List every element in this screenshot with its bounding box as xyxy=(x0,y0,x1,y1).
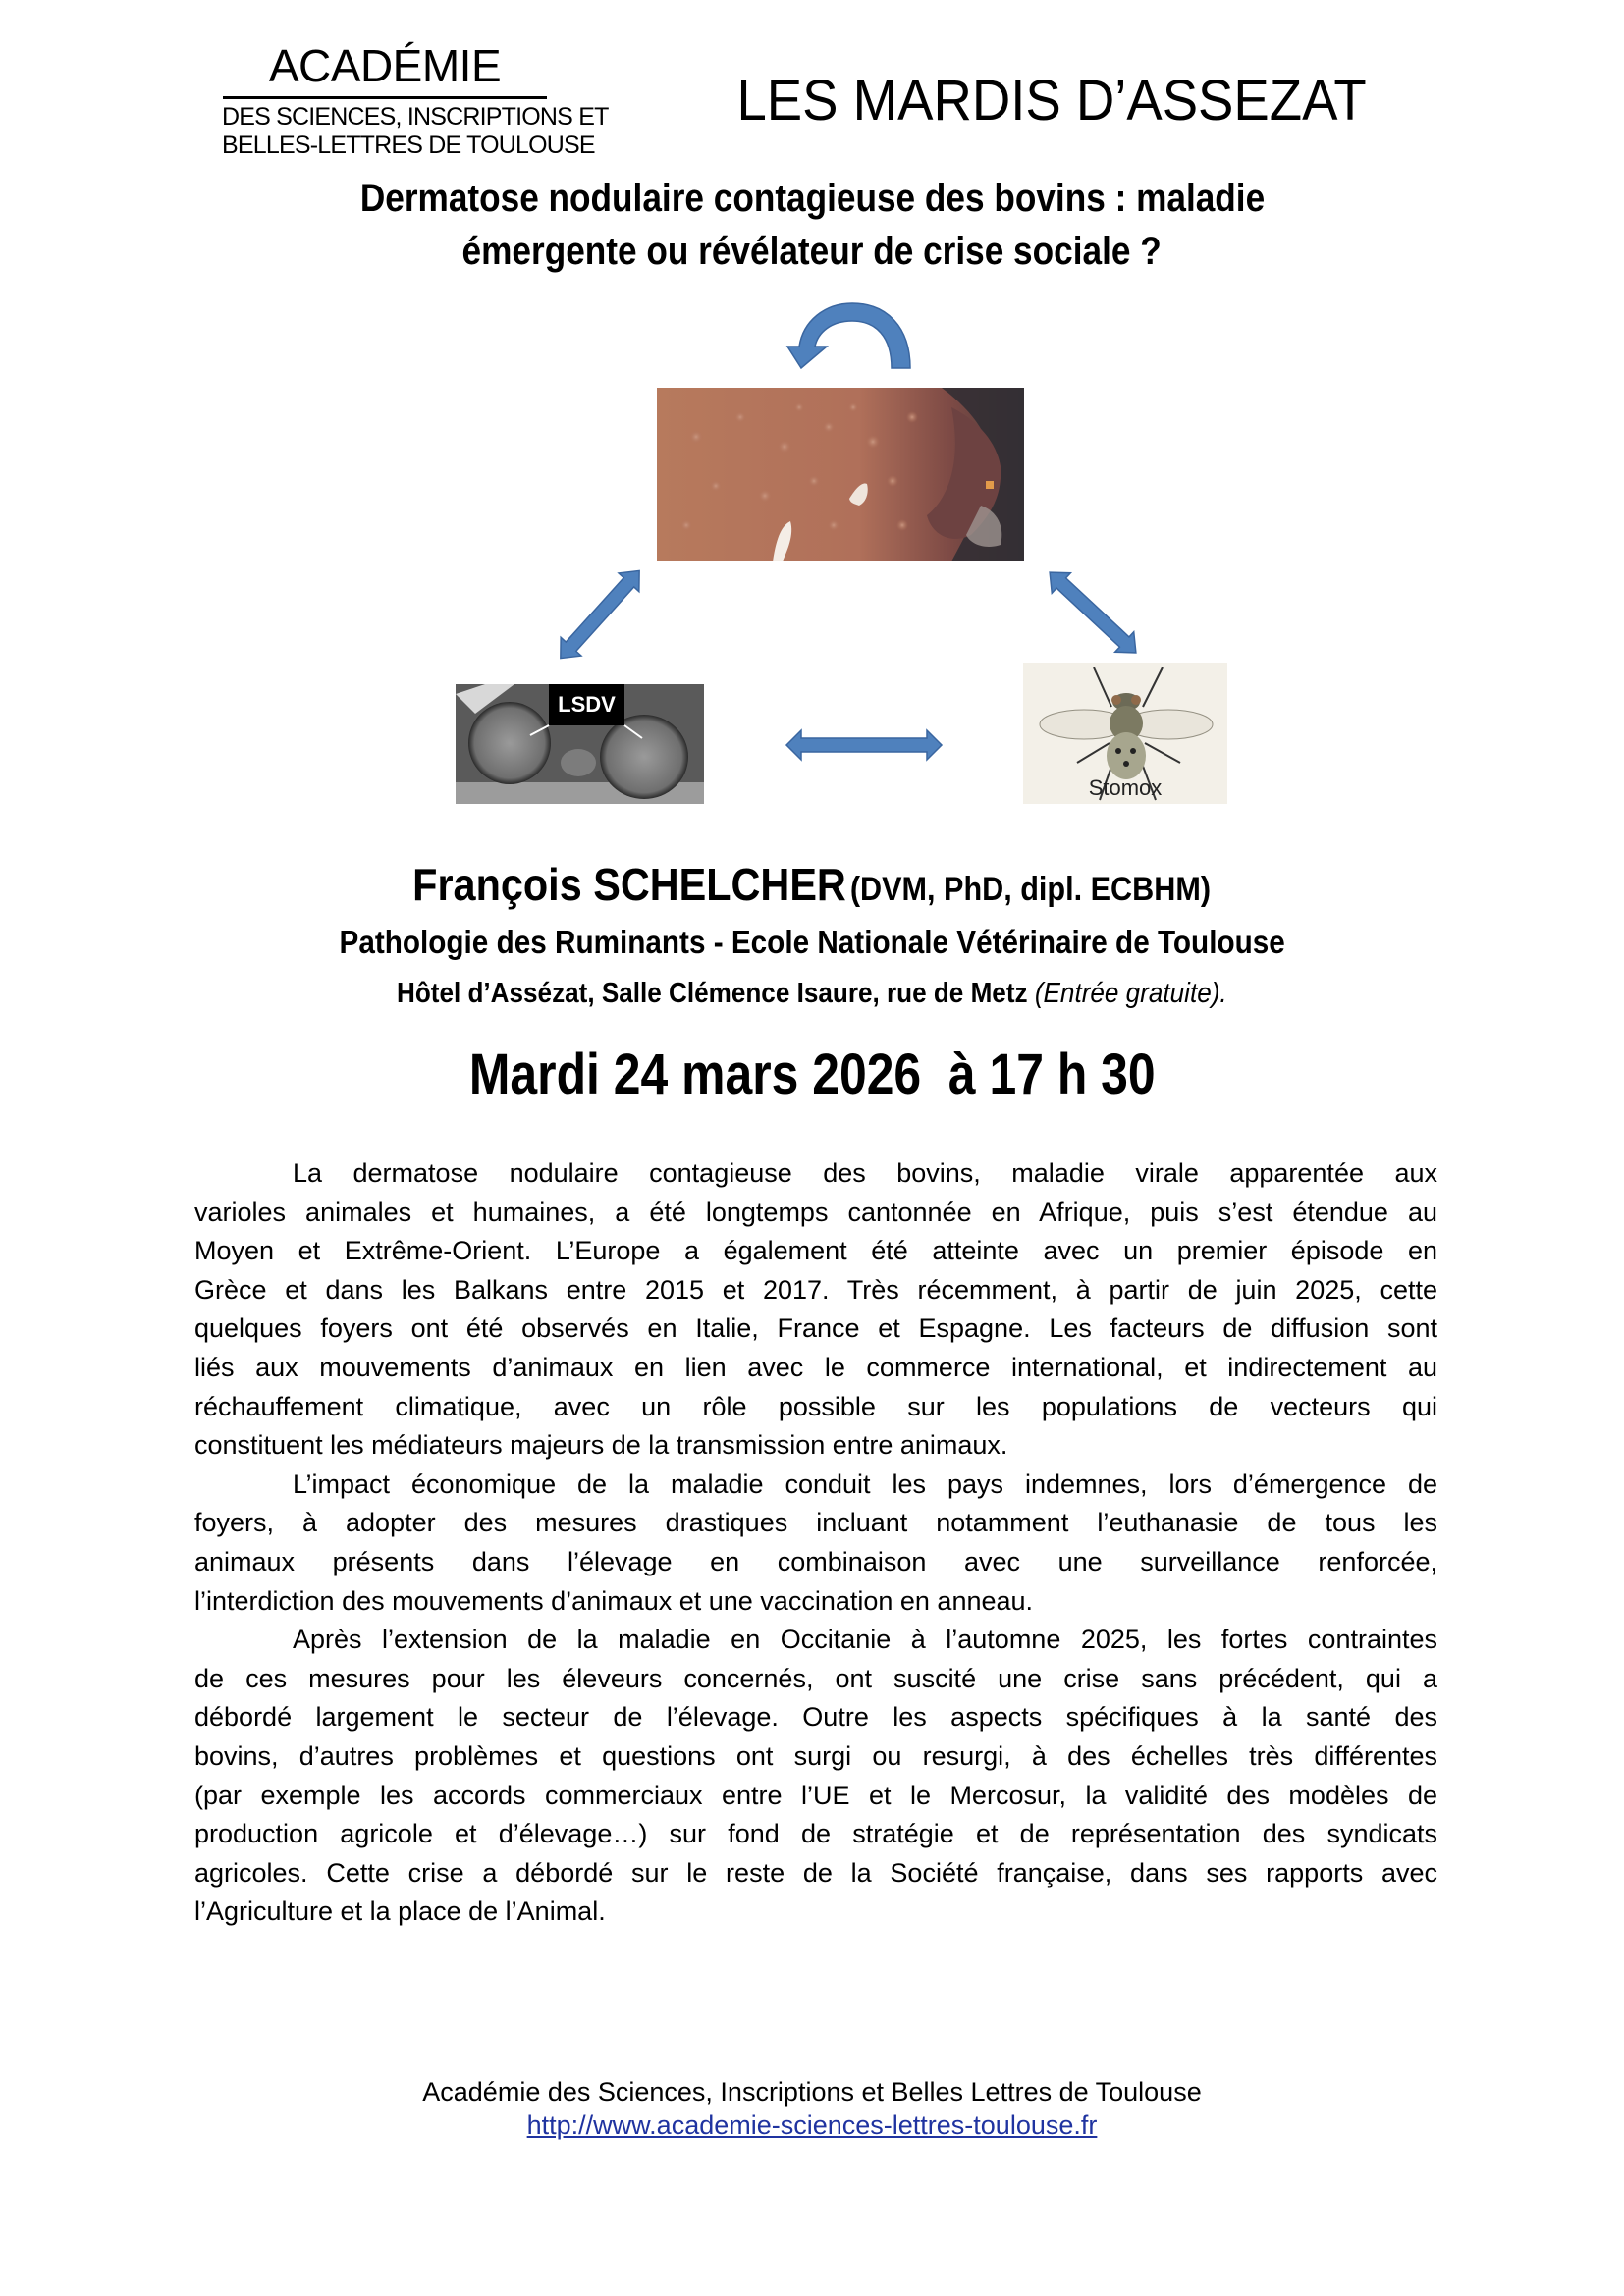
abstract-paragraph xyxy=(194,1154,1437,1466)
footer-link-line xyxy=(0,2109,1624,2142)
stomoxys-photo xyxy=(1023,663,1227,804)
lecture-title-line2 xyxy=(0,229,1624,274)
cow-photo-image xyxy=(657,388,1024,561)
admission-note: (Entrée gratuite). xyxy=(1034,978,1227,1009)
abstract-paragraph xyxy=(194,1466,1437,1621)
curved-arrow-icon xyxy=(785,299,913,370)
lecture-title-line1 xyxy=(0,176,1624,221)
speaker-affiliation-text: Pathologie des Ruminants - Ecole Nationale Vétérinaire de Toulouse xyxy=(339,924,1285,960)
abstract-line: (par exemple les accords commerciaux entre l’UE et le Mercosur, la validité des modèles de xyxy=(194,1780,1437,1810)
abstract-line: liés aux mouvements d’animaux en lien avec le commerce international, et indirectement au xyxy=(194,1352,1437,1382)
abstract-line: l’interdiction des mouvements d’animaux et une vaccination en anneau. xyxy=(194,1585,1034,1616)
event-date xyxy=(0,1041,1624,1109)
abstract-line: varioles animales et humaines, a été longtemps cantonnée en Afrique, puis s’est étendue au xyxy=(194,1197,1437,1227)
series-title-text: LES MARDIS D’ASSEZAT xyxy=(736,69,1367,133)
academy-website-link[interactable]: http://www.academie-sciences-lettres-toulouse.fr xyxy=(526,2110,1098,2140)
abstract-line: de ces mesures pour les éleveurs concernés, ont suscité une crise sans précédent, qui a xyxy=(194,1663,1437,1693)
abstract xyxy=(194,1154,1437,1932)
double-arrow-right-diagonal-icon xyxy=(1047,569,1139,656)
abstract-line: Grèce et dans les Balkans entre 2015 et 2017. Très récemment, à partir de juin 2025, cette xyxy=(194,1274,1437,1305)
logo-rule xyxy=(223,96,547,99)
abstract-line: réchauffement climatique, avec un rôle possible sur les populations de vecteurs qui xyxy=(194,1391,1437,1421)
double-arrow-left-diagonal-icon xyxy=(558,569,642,660)
logo-title: ACADÉMIE xyxy=(268,40,502,91)
footer-organization xyxy=(0,2075,1624,2109)
stomox-label: Stomox xyxy=(1088,775,1163,800)
lsdv-label: LSDV xyxy=(549,684,624,725)
abstract-line: constituent les médiateurs majeurs de la transmission entre animaux. xyxy=(194,1430,1008,1461)
abstract-line: l’Agriculture et la place de l’Animal. xyxy=(194,1896,606,1927)
footer-organization-text: Académie des Sciences, Inscriptions et Belles Lettres de Toulouse xyxy=(422,2077,1202,2107)
lecture-title-line1-text: Dermatose nodulaire contagieuse des bovins : maladie xyxy=(359,177,1265,220)
speaker-line xyxy=(0,857,1624,924)
abstract-line: Moyen et Extrême-Orient. L’Europe a également été atteinte avec un premier épisode en xyxy=(194,1236,1437,1266)
academy-logo xyxy=(222,40,609,159)
abstract-line: La dermatose nodulaire contagieuse des bovins, maladie virale apparentée aux xyxy=(293,1158,1437,1188)
double-arrow-horizontal-icon xyxy=(785,728,943,762)
abstract-line: quelques foyers ont été observés en Italie, France et Espagne. Les facteurs de diffusion sont xyxy=(194,1313,1437,1344)
venue-address: Hôtel d’Assézat, Salle Clémence Isaure, rue de Metz xyxy=(397,978,1028,1009)
series-title xyxy=(717,69,1386,133)
event-date-text: Mardi 24 mars 2026 à 17 h 30 xyxy=(468,1042,1156,1106)
abstract-line: agricoles. Cette crise a débordé sur le reste de la Société française, dans ses rapports avec xyxy=(194,1857,1437,1888)
lecture-title-line2-text: émergente ou révélateur de crise sociale ? xyxy=(461,230,1163,273)
speaker-line-text xyxy=(413,857,1212,924)
abstract-line: foyers, à adopter des mesures drastiques incluant notamment l’euthanasie de tous les xyxy=(194,1508,1437,1538)
abstract-line: animaux présents dans l’élevage en combinaison avec une surveillance renforcée, xyxy=(194,1546,1437,1576)
abstract-line: Après l’extension de la maladie en Occitanie à l’automne 2025, les fortes contraintes xyxy=(293,1625,1437,1655)
venue-line-text xyxy=(397,975,1227,1012)
speaker-credentials: (DVM, PhD, dipl. ECBHM) xyxy=(850,871,1212,908)
abstract-paragraph xyxy=(194,1621,1437,1932)
speaker-name: François SCHELCHER xyxy=(412,859,847,910)
speaker-affiliation xyxy=(0,921,1624,964)
lsdv-micrograph xyxy=(456,684,704,804)
abstract-line: débordé largement le secteur de l’élevage. Outre les aspects spécifiques à la santé des xyxy=(194,1702,1437,1733)
logo-subtitle-line1: DES SCIENCES, INSCRIPTIONS ET xyxy=(222,103,609,131)
abstract-line: bovins, d’autres problèmes et questions ont surgi ou resurgi, à des échelles très différentes xyxy=(194,1740,1437,1771)
logo-subtitle-line2: BELLES-LETTRES DE TOULOUSE xyxy=(222,132,595,159)
abstract-line: production agricole et d’élevage…) sur fond de stratégie et de représentation des syndicats xyxy=(194,1819,1437,1849)
abstract-line: L’impact économique de la maladie conduit les pays indemnes, lors d’émergence de xyxy=(293,1468,1437,1499)
venue-line xyxy=(0,975,1624,1012)
cow-photo xyxy=(657,388,1024,561)
